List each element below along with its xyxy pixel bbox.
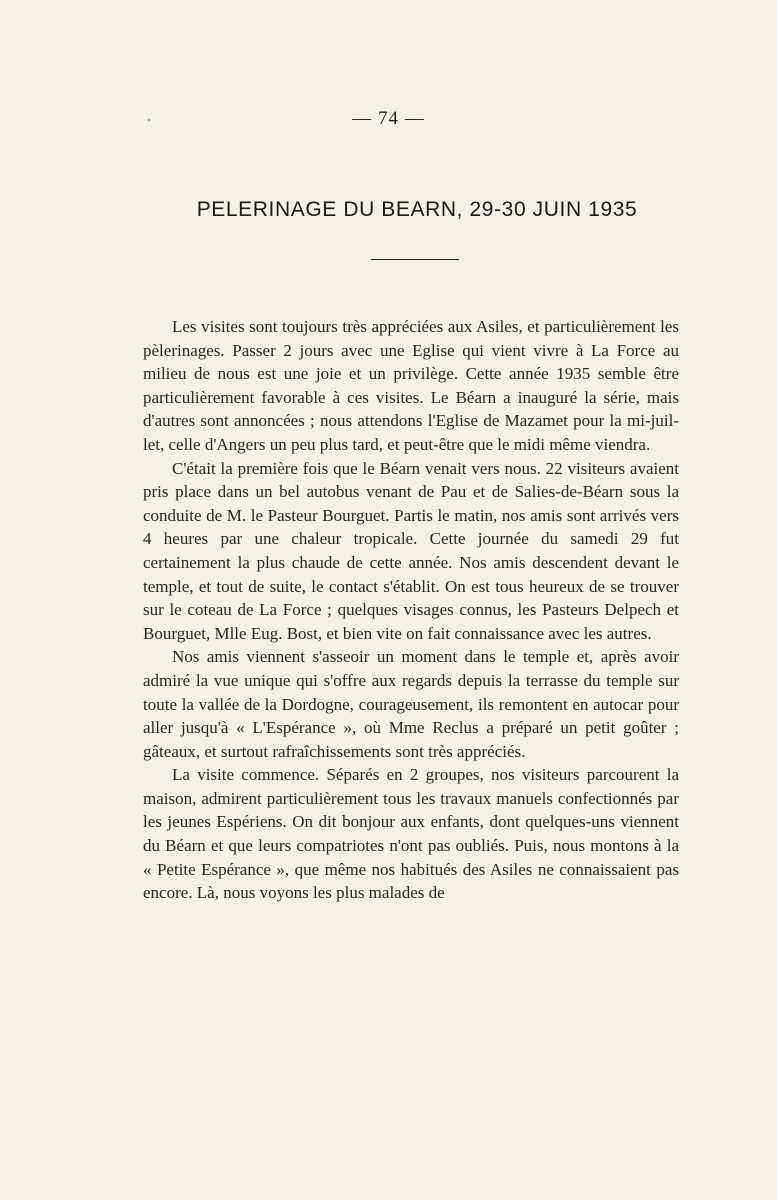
article-body [143,315,679,905]
paragraph-4: La visite commence. Séparés en 2 groupes, nos visiteurs parcourent la maison, admirent particulièrement tous les travaux manuels confectionnés par les jeunes Espériens. On dit bonjour aux enfants, dont quelques-uns viennent du Béarn et que leurs compatriotes n'ont pas oubliés. Puis, nous montons à la « Petite Espérance », que même nos habitués des Asiles ne connaissaient pas encore. Là, nous voyons les plus malades de [143,765,679,903]
title-divider [371,259,459,260]
paragraph-3: Nos amis viennent s'asseoir un moment dans le temple et, après avoir admiré la vue unique qui s'offre aux regards depuis la terrasse du temple sur toute la vallée de la Dordogne, courageusement, ils remontent en autocar pour aller jusqu'à « L'Espérance », où Mme Reclus a préparé un petit goûter ; gâteaux, et surtout rafraîchissements sont très appréciés. [143,647,679,761]
paragraph-1: Les visites sont toujours très appréciées aux Asiles, et particulièrement les pèlerinages. Passer 2 jours avec une Eglise qui vient vivre à La Force au milieu de nous est une joie et un privilège. Cette année 1935 semble être particulièrement favorable à ces visites. Le Béarn a inauguré la série, mais d'autres sont annoncées ; nous attendons l'Eglise de Mazamet pour la mi-juillet, celle d'Angers un peu plus tard, et peut-être que le midi même viendra. [143,317,679,454]
paragraph-2: C'était la première fois que le Béarn venait vers nous. 22 visiteurs avaient pris place dans un bel autobus venant de Pau et de Salies-de-Béarn sous la conduite de M. le Pasteur Bourguet. Partis le matin, nos amis sont arrivés vers 4 heures par une chaleur tropicale. Cette journée du samedi 29 fut certainement la plus chaude de cette année. Nos amis descendent devant le temple, et tout de suite, le contact s'établit. On est tous heureux de se trouver sur le coteau de La Force ; quelques visages connus, les Pasteurs Delpech et Bourguet, Mlle Eug. Bost, et bien vite on fait connaissance avec les autres. [143,458,679,643]
page-title: PELERINAGE DU BEARN, 29-30 JUIN 1935 [196,198,638,221]
page-number: — 74 — [352,108,425,129]
